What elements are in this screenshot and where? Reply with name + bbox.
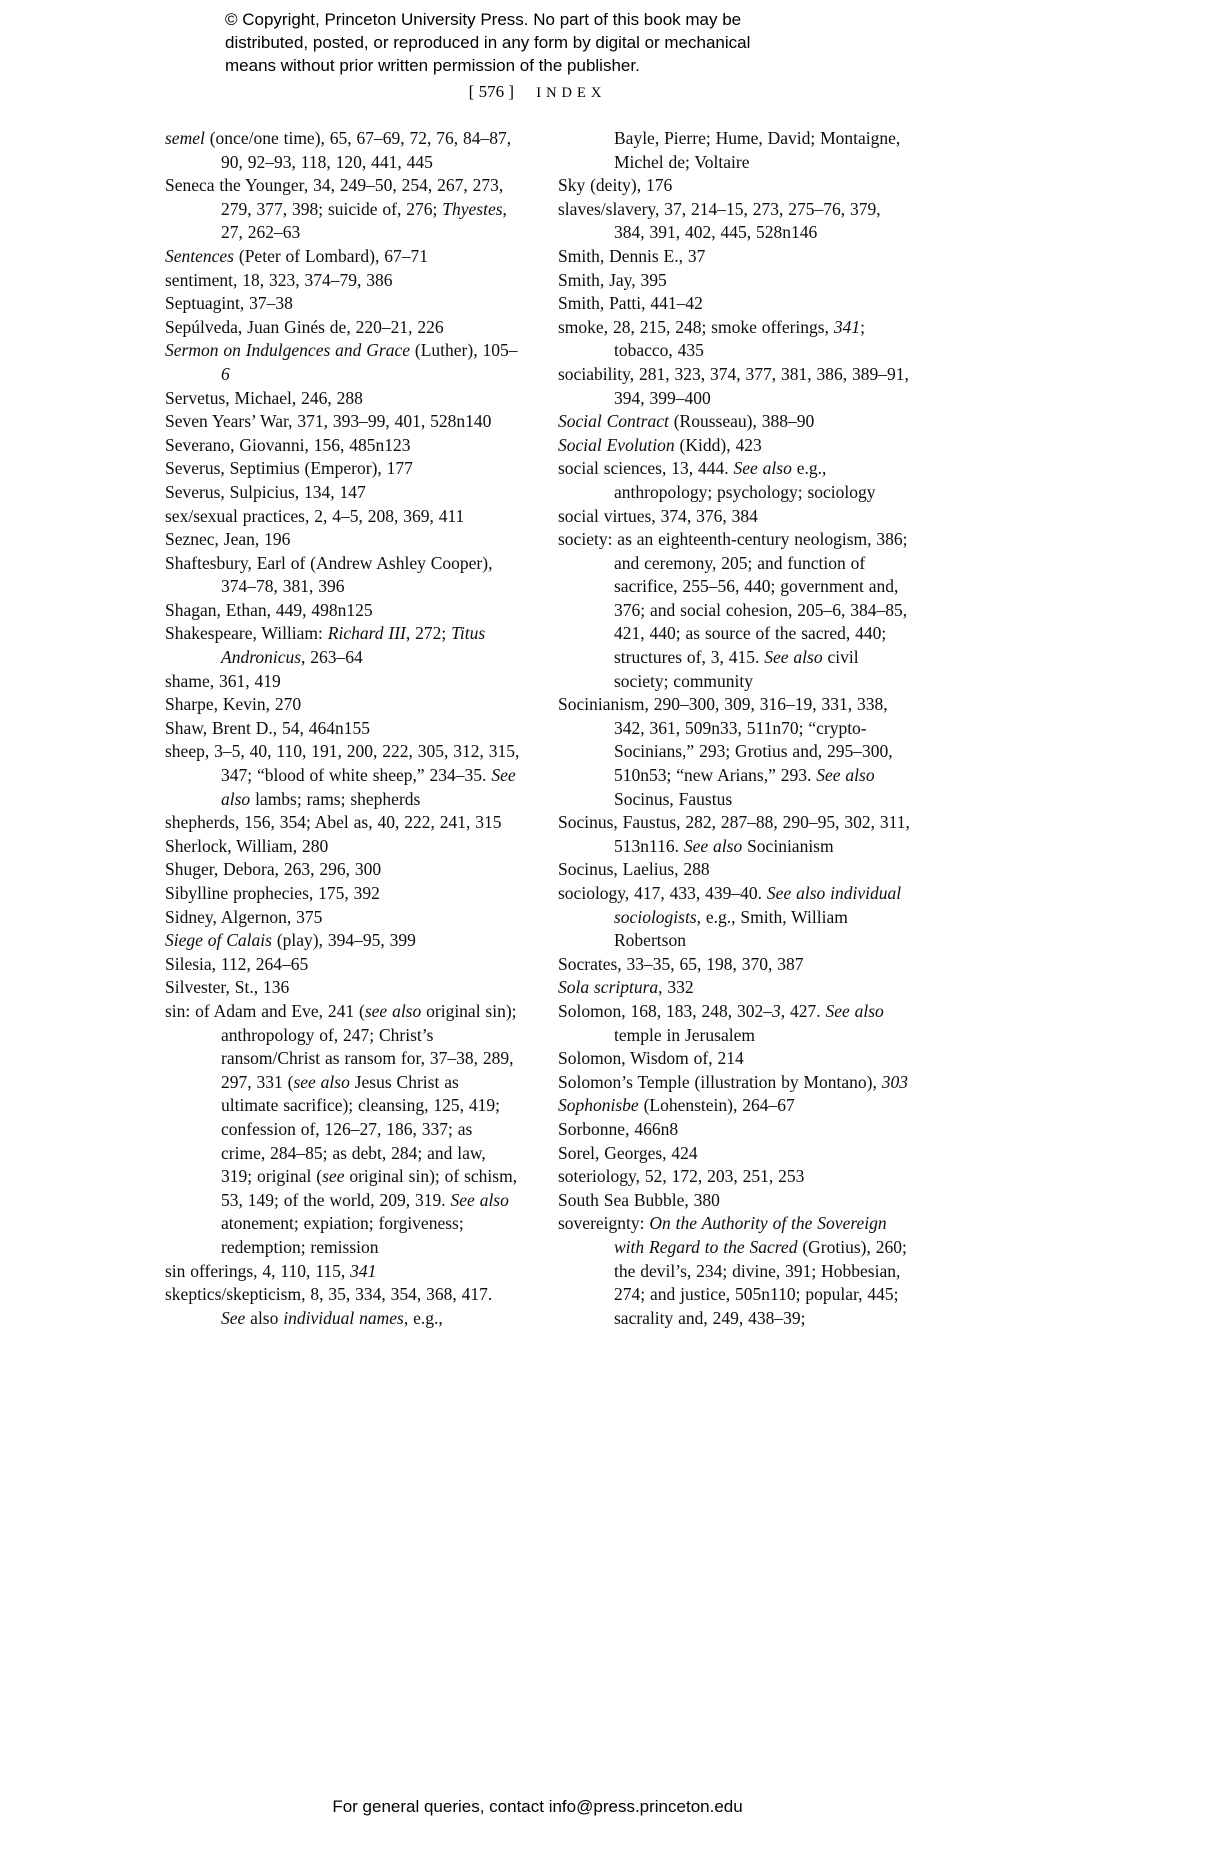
entry-text: Solomon, Wisdom of, 214 bbox=[558, 1048, 744, 1069]
entry-text-italic: Titus Andronicus bbox=[221, 623, 486, 668]
index-entry bbox=[165, 858, 520, 882]
entry-text: , 332 bbox=[658, 977, 694, 998]
entry-text: Seneca the Younger, 34, 249–50, 254, 267, 273, 279, 377, 398; suicide of, 276; bbox=[165, 175, 504, 219]
index-entry bbox=[165, 693, 520, 717]
entry-text-italic: Siege of Calais bbox=[165, 930, 272, 951]
entry-text: shepherds, 156, 354; Abel as, 40, 222, 241, 315 bbox=[165, 812, 502, 833]
index-entry bbox=[558, 1047, 913, 1071]
index-entry bbox=[558, 127, 913, 174]
entry-text: Severano, Giovanni, 156, 485n123 bbox=[165, 434, 411, 455]
index-entry bbox=[165, 292, 520, 316]
index-entry bbox=[165, 1260, 520, 1284]
index-entry bbox=[165, 552, 520, 599]
entry-text: Socinus, Faustus bbox=[614, 788, 733, 809]
entry-text: , 427. bbox=[780, 1000, 826, 1021]
copyright-line: © Copyright, Princeton University Press. No part of this book may be bbox=[225, 10, 742, 29]
index-entry bbox=[165, 269, 520, 293]
index-columns bbox=[165, 127, 913, 1330]
entry-text: Socinianism bbox=[742, 835, 834, 856]
entry-text: Silesia, 112, 264–65 bbox=[165, 953, 309, 974]
entry-text: e.g., anthropology; psychology; sociology bbox=[614, 458, 876, 502]
entry-text-italic: 341 bbox=[350, 1260, 377, 1281]
copyright-notice bbox=[225, 8, 845, 77]
entry-text: (Kidd), 423 bbox=[674, 434, 762, 455]
entry-text: (Rousseau), 388–90 bbox=[668, 411, 815, 432]
entry-text: also bbox=[245, 1307, 284, 1328]
index-entry bbox=[558, 174, 913, 198]
entry-text: (Lohenstein), 264–67 bbox=[638, 1095, 795, 1116]
entry-text: sin offerings, 4, 110, 115, bbox=[165, 1260, 351, 1281]
index-entry bbox=[165, 316, 520, 340]
index-entry bbox=[165, 1283, 520, 1330]
index-entry bbox=[558, 269, 913, 293]
entry-text: civil society; community bbox=[614, 647, 859, 691]
entry-text: Servetus, Michael, 246, 288 bbox=[165, 387, 363, 408]
index-entry bbox=[165, 505, 520, 529]
entry-text: Silvester, St., 136 bbox=[165, 977, 290, 998]
entry-text: , 263–64 bbox=[301, 647, 363, 668]
entry-text: Shakespeare, William: bbox=[165, 623, 328, 644]
entry-text: temple in Jerusalem bbox=[614, 1024, 755, 1045]
entry-text-italic: See also bbox=[683, 835, 743, 856]
entry-text: Socinus, Laelius, 288 bbox=[558, 859, 710, 880]
entry-text: Shaftesbury, Earl of (Andrew Ashley Cooper), 374–78, 381, 396 bbox=[165, 552, 493, 597]
index-entry bbox=[558, 858, 913, 882]
index-entry bbox=[165, 717, 520, 741]
index-entry bbox=[165, 245, 520, 269]
entry-text-italic: 3 bbox=[771, 1000, 781, 1021]
entry-text-italic: Thyestes bbox=[442, 198, 503, 219]
index-entry bbox=[165, 835, 520, 859]
entry-text: Sorel, Georges, 424 bbox=[558, 1142, 698, 1163]
index-entry bbox=[558, 1118, 913, 1142]
entry-text: Smith, Patti, 441–42 bbox=[558, 293, 703, 314]
index-entry bbox=[165, 599, 520, 623]
entry-text: lambs; rams; shepherds bbox=[250, 788, 421, 809]
index-entry bbox=[558, 316, 913, 363]
index-entry bbox=[165, 127, 520, 174]
entry-text: Sidney, Algernon, 375 bbox=[165, 906, 323, 927]
page-number: [ 576 ] bbox=[468, 82, 514, 101]
index-entry bbox=[558, 976, 913, 1000]
index-entry bbox=[165, 906, 520, 930]
entry-text-italic: see also bbox=[364, 1000, 422, 1021]
index-entry bbox=[558, 198, 913, 245]
index-entry bbox=[165, 1000, 520, 1260]
entry-text-italic: see also bbox=[293, 1071, 350, 1092]
index-entry bbox=[558, 882, 913, 953]
entry-text: Socinus, Faustus, 282, 287–88, 290–95, 302, 311, 513n116. bbox=[558, 812, 910, 856]
footer-contact: For general queries, contact info@press.princeton.edu bbox=[332, 1797, 743, 1816]
entry-text: Solomon’s Temple (illustration by Montano), bbox=[558, 1071, 882, 1092]
index-entry bbox=[558, 1165, 913, 1189]
entry-text: Smith, Jay, 395 bbox=[558, 269, 667, 290]
entry-text-italic: See also individual sociologists bbox=[614, 883, 902, 927]
entry-text: , e.g., Smith, William Robertson bbox=[614, 906, 848, 951]
entry-text: Shuger, Debora, 263, 296, 300 bbox=[165, 859, 382, 880]
entry-text-italic: See also bbox=[764, 647, 823, 668]
entry-text: Sky (deity), 176 bbox=[558, 175, 673, 196]
entry-text-italic: See also bbox=[816, 765, 875, 786]
index-entry bbox=[558, 693, 913, 811]
entry-text: Severus, Septimius (Emperor), 177 bbox=[165, 458, 413, 479]
entry-text-italic: See also bbox=[221, 765, 516, 809]
index-entry bbox=[558, 505, 913, 529]
copyright-line: means without prior written permission of the publisher. bbox=[225, 56, 640, 75]
index-entry bbox=[165, 670, 520, 694]
entry-text: (play), 394–95, 399 bbox=[271, 930, 416, 951]
entry-text: South Sea Bubble, 380 bbox=[558, 1189, 720, 1210]
index-entry bbox=[558, 1094, 913, 1118]
entry-text: sentiment, 18, 323, 374–79, 386 bbox=[165, 269, 393, 290]
entry-text: Socrates, 33–35, 65, 198, 370, 387 bbox=[558, 953, 804, 974]
entry-text: Sharpe, Kevin, 270 bbox=[165, 694, 302, 715]
entry-text-italic: Sentences bbox=[165, 245, 234, 266]
copyright-line: distributed, posted, or reproduced in any form by digital or mechanical bbox=[225, 33, 751, 52]
entry-text-italic: See also bbox=[733, 458, 792, 479]
entry-text: sovereignty: bbox=[558, 1213, 650, 1234]
entry-text: (Peter of Lombard), 67–71 bbox=[234, 245, 428, 266]
entry-text: Sherlock, William, 280 bbox=[165, 835, 329, 856]
entry-text: original sin); anthropology of, 247; Christ’s ransom/Christ as ransom for, 37–38, 289, 297, 331 ( bbox=[221, 1000, 517, 1092]
entry-text-italic: Richard III bbox=[327, 623, 406, 644]
index-entry bbox=[558, 811, 913, 858]
entry-text: Sibylline prophecies, 175, 392 bbox=[165, 883, 380, 903]
entry-text-italic: Social Evolution bbox=[558, 434, 675, 455]
entry-text-italic: 6 bbox=[221, 363, 230, 384]
entry-text: society: as an eighteenth-century neologism, 386; and ceremony, 205; and function of sacrifice, 255–56, 440; government and, 376; and social cohesion, 205–6, 384–85, 421, 440; as source of the sacred, 440; structures of, 3, 415. bbox=[558, 529, 908, 668]
entry-text-italic: Social Contract bbox=[558, 411, 669, 432]
index-entry bbox=[165, 457, 520, 481]
index-entry bbox=[558, 1189, 913, 1213]
index-entry bbox=[165, 929, 520, 953]
index-entry bbox=[558, 1142, 913, 1166]
index-entry bbox=[558, 1000, 913, 1047]
entry-text: sex/sexual practices, 2, 4–5, 208, 369, 411 bbox=[165, 505, 465, 526]
entry-text: sociology, 417, 433, 439–40. bbox=[558, 883, 767, 903]
entry-text: skeptics/skepticism, 8, 35, 334, 354, 368, 417. bbox=[165, 1284, 493, 1305]
index-entry bbox=[165, 174, 520, 245]
index-entry bbox=[558, 1212, 913, 1330]
index-entry bbox=[165, 410, 520, 434]
entry-text: atonement; expiation; forgiveness; redemption; remission bbox=[221, 1213, 464, 1257]
entry-text: Bayle, Pierre; Hume, David; Montaigne, Michel de; Voltaire bbox=[614, 128, 901, 172]
entry-text: slaves/slavery, 37, 214–15, 273, 275–76, 379, 384, 391, 402, 445, 528n146 bbox=[558, 198, 881, 243]
index-entry bbox=[558, 953, 913, 977]
entry-text: (once/one time), 65, 67–69, 72, 76, 84–87, 90, 92–93, 118, 120, 441, 445 bbox=[204, 128, 512, 172]
entry-text: sheep, 3–5, 40, 110, 191, 200, 222, 305, 312, 315, 347; “blood of white sheep,” 234–35. bbox=[165, 741, 520, 786]
entry-text: Septuagint, 37–38 bbox=[165, 293, 293, 314]
entry-text: Sepúlveda, Juan Ginés de, 220–21, 226 bbox=[165, 316, 444, 337]
entry-text-italic: See bbox=[221, 1307, 246, 1328]
entry-text-italic: 341 bbox=[833, 316, 861, 337]
index-entry bbox=[165, 976, 520, 1000]
entry-text: , 272; bbox=[405, 623, 452, 644]
index-entry bbox=[165, 387, 520, 411]
entry-text-italic: On the Authority of the Sovereign with Regard to the Sacred bbox=[614, 1213, 887, 1257]
entry-text-italic: Sermon on Indulgences and Grace bbox=[165, 340, 411, 361]
entry-text: original sin); of schism, 53, 149; of the world, 209, 319. bbox=[221, 1166, 518, 1210]
index-heading: INDEX bbox=[536, 85, 607, 101]
entry-text: ; tobacco, 435 bbox=[614, 316, 865, 361]
entry-text-italic: 303 bbox=[881, 1071, 908, 1092]
index-entry bbox=[165, 740, 520, 811]
entry-text: Seven Years’ War, 371, 393–99, 401, 528n140 bbox=[165, 411, 492, 432]
entry-text-italic: see bbox=[322, 1166, 345, 1187]
entry-text: Solomon, 168, 183, 248, 302– bbox=[558, 1000, 772, 1021]
entry-text: Shagan, Ethan, 449, 498n125 bbox=[165, 599, 373, 620]
index-entry bbox=[558, 434, 913, 458]
entry-text: (Luther), 105– bbox=[410, 340, 518, 361]
entry-text: shame, 361, 419 bbox=[165, 670, 281, 691]
entry-text: Sorbonne, 466n8 bbox=[558, 1118, 679, 1139]
index-entry bbox=[165, 339, 520, 386]
index-entry bbox=[558, 1071, 913, 1095]
index-entry bbox=[165, 882, 520, 906]
index-entry bbox=[165, 528, 520, 552]
index-entry bbox=[558, 457, 913, 504]
entry-text: Shaw, Brent D., 54, 464n155 bbox=[165, 717, 371, 738]
entry-text: social virtues, 374, 376, 384 bbox=[558, 505, 758, 526]
entry-text: , 27, 262–63 bbox=[221, 198, 507, 243]
index-column-right bbox=[558, 127, 913, 1330]
entry-text-italic: individual names bbox=[283, 1307, 404, 1328]
index-entry bbox=[558, 363, 913, 410]
index-column-left bbox=[165, 127, 520, 1330]
index-entry bbox=[558, 292, 913, 316]
entry-text: sin: of Adam and Eve, 241 ( bbox=[165, 1000, 365, 1021]
entry-text-italic: semel bbox=[165, 128, 205, 148]
index-entry bbox=[165, 622, 520, 669]
index-entry bbox=[558, 410, 913, 434]
index-entry bbox=[165, 811, 520, 835]
index-entry bbox=[165, 481, 520, 505]
entry-text: social sciences, 13, 444. bbox=[558, 458, 734, 479]
entry-text-italic: Sophonisbe bbox=[558, 1095, 639, 1116]
entry-text: Seznec, Jean, 196 bbox=[165, 529, 291, 550]
entry-text-italic: Sola scriptura bbox=[558, 977, 659, 998]
entry-text: soteriology, 52, 172, 203, 251, 253 bbox=[558, 1166, 805, 1187]
entry-text: , e.g., bbox=[403, 1307, 443, 1328]
entry-text-italic: See also bbox=[450, 1189, 509, 1210]
entry-text: Jesus Christ as ultimate sacrifice); cleansing, 125, 419; confession of, 126–27, 186, 337; as crime, 284–85; as debt, 284; and law, 319; original ( bbox=[221, 1071, 500, 1187]
index-entry bbox=[558, 245, 913, 269]
entry-text: Smith, Dennis E., 37 bbox=[558, 245, 706, 266]
index-entry bbox=[165, 953, 520, 977]
entry-text: Severus, Sulpicius, 134, 147 bbox=[165, 481, 366, 502]
entry-text-italic: See also bbox=[825, 1000, 884, 1021]
entry-text: smoke, 28, 215, 248; smoke offerings, bbox=[558, 316, 834, 337]
entry-text: Socinianism, 290–300, 309, 316–19, 331, 338, 342, 361, 509n33, 511n70; “crypto-Socinians,” 293; Grotius and, 295–300, 510n53; “new Arians,” 293. bbox=[558, 694, 893, 786]
index-entry bbox=[165, 434, 520, 458]
page-header bbox=[165, 82, 910, 102]
entry-text: (Grotius), 260; the devil’s, 234; divine, 391; Hobbesian, 274; and justice, 505n110; popular, 445; sacrality and, 249, 438–39; bbox=[614, 1236, 907, 1328]
entry-text: sociability, 281, 323, 374, 377, 381, 386, 389–91, 394, 399–400 bbox=[558, 363, 909, 408]
index-entry bbox=[558, 528, 913, 693]
